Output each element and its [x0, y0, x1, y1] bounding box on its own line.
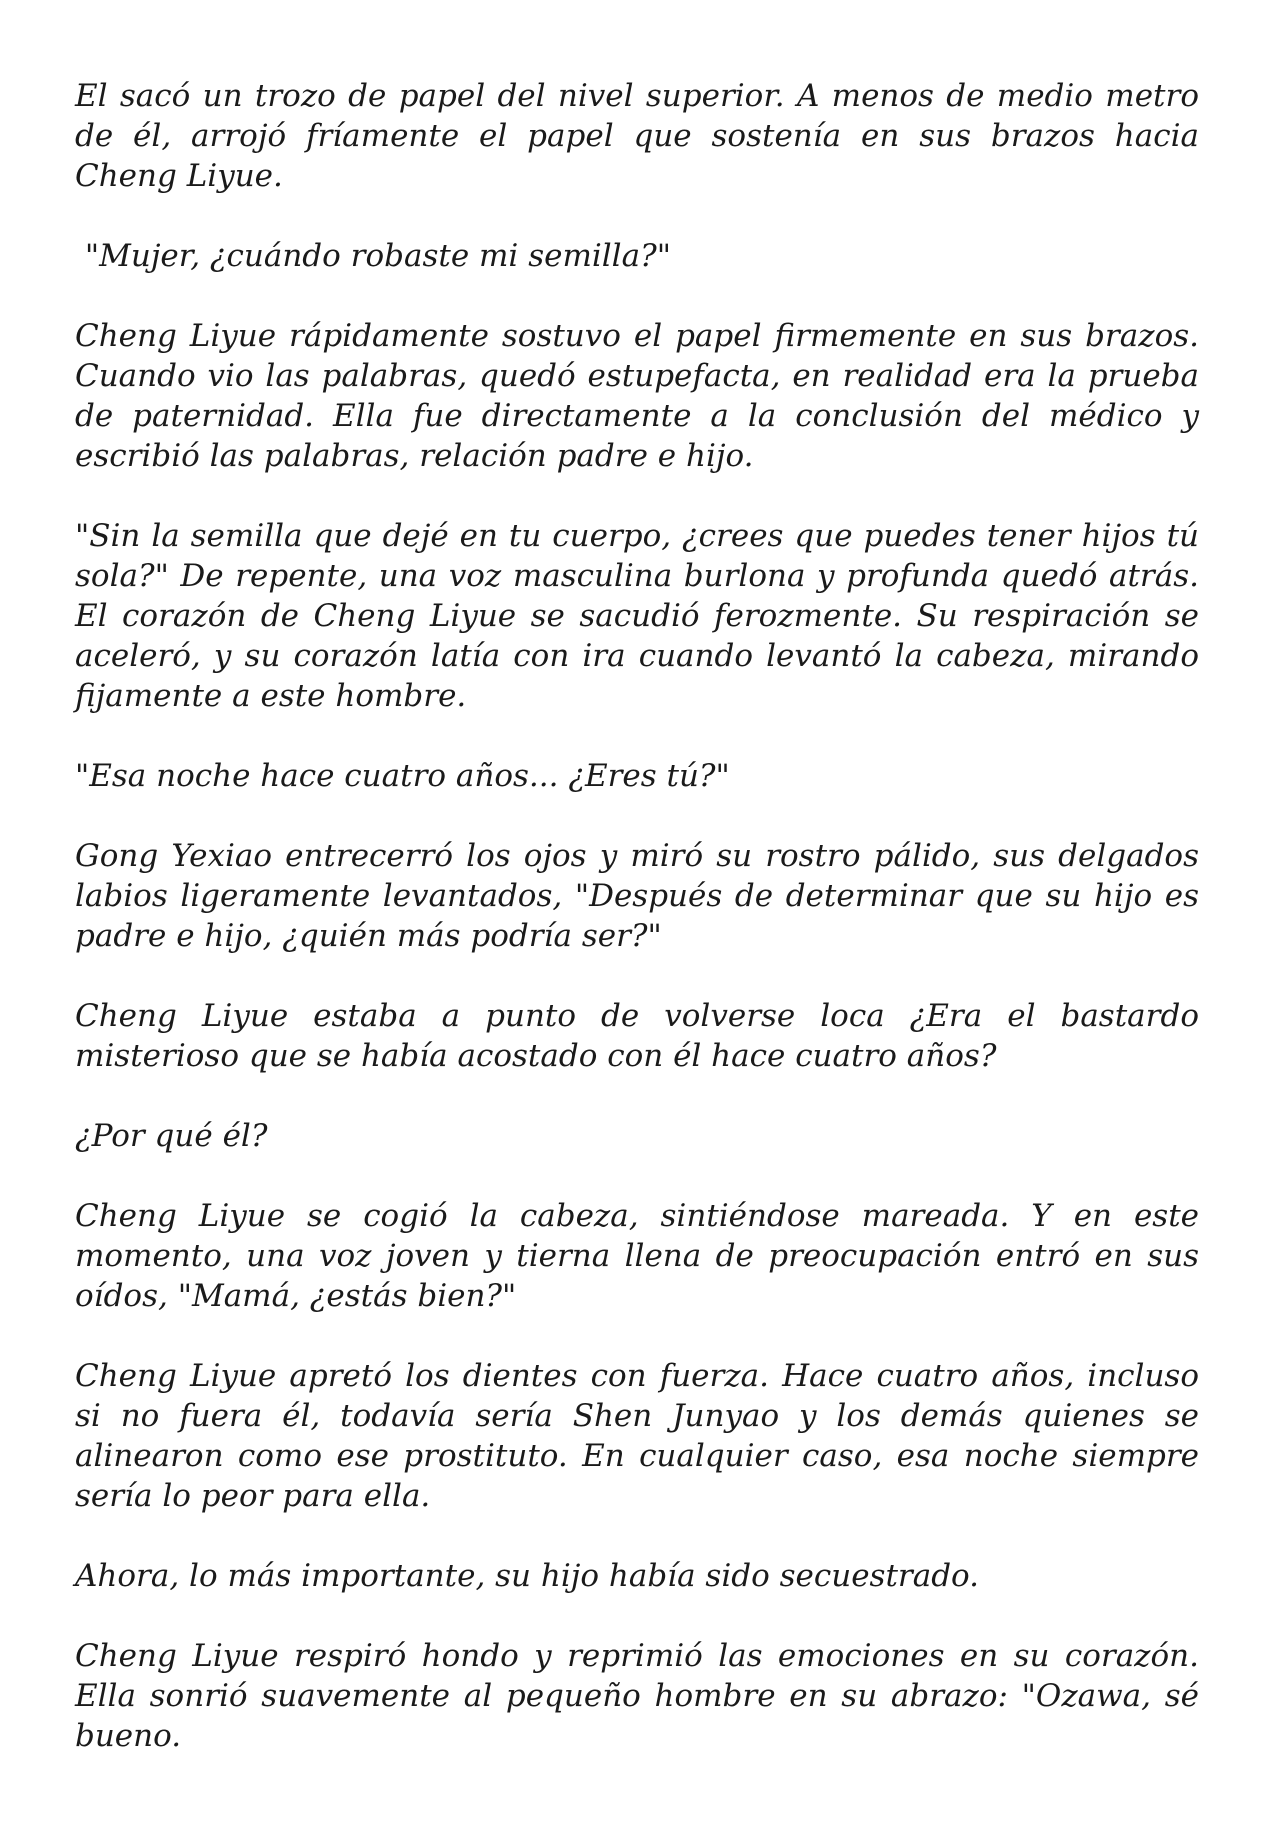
- paragraph: ¿Por qué él?: [75, 1118, 268, 1154]
- paragraph: Cheng Liyue estaba a punto de volverse loca ¿Era el bastardo misterioso que se había acostado con él hace cuatro años?: [75, 998, 1199, 1074]
- paragraph: Ahora, lo más importante, su hijo había sido secuestrado.: [75, 1558, 980, 1594]
- paragraph: "Esa noche hace cuatro años... ¿Eres tú?": [75, 758, 730, 794]
- paragraph: "Mujer, ¿cuándo robaste mi semilla?": [75, 238, 671, 274]
- paragraph: "Sin la semilla que dejé en tu cuerpo, ¿crees que puedes tener hijos tú sola?" De repente, una voz masculina burlona y profunda quedó atrás. El corazón de Cheng Liyue se sacudió ferozmente. Su respiración se aceleró, y su corazón latía con ira cuando levantó la cabeza, mirando fijamente a este hombre.: [75, 518, 1199, 714]
- paragraph: Cheng Liyue rápidamente sostuvo el papel firmemente en sus brazos. Cuando vio las palabras, quedó estupefacta, en realidad era la prueba de paternidad. Ella fue directamente a la conclusión del médico y escribió las palabras, relación padre e hijo.: [75, 318, 1199, 474]
- paragraph: El sacó un trozo de papel del nivel superior. A menos de medio metro de él, arrojó fríamente el papel que sostenía en sus brazos hacia Cheng Liyue.: [75, 78, 1199, 194]
- document-page: [75, 76, 1199, 1756]
- paragraph: Cheng Liyue respiró hondo y reprimió las emociones en su corazón. Ella sonrió suavemente al pequeño hombre en su abrazo: "Ozawa, sé bueno.: [75, 1638, 1199, 1754]
- paragraph: Cheng Liyue apretó los dientes con fuerza. Hace cuatro años, incluso si no fuera él, todavía sería Shen Junyao y los demás quienes se alinearon como ese prostituto. En cualquier caso, esa noche siempre sería lo peor para ella.: [75, 1358, 1199, 1514]
- paragraph: Gong Yexiao entrecerró los ojos y miró su rostro pálido, sus delgados labios ligeramente levantados, "Después de determinar que su hijo es padre e hijo, ¿quién más podría ser?": [75, 838, 1199, 954]
- paragraph: Cheng Liyue se cogió la cabeza, sintiéndose mareada. Y en este momento, una voz joven y tierna llena de preocupación entró en sus oídos, "Mamá, ¿estás bien?": [75, 1198, 1199, 1314]
